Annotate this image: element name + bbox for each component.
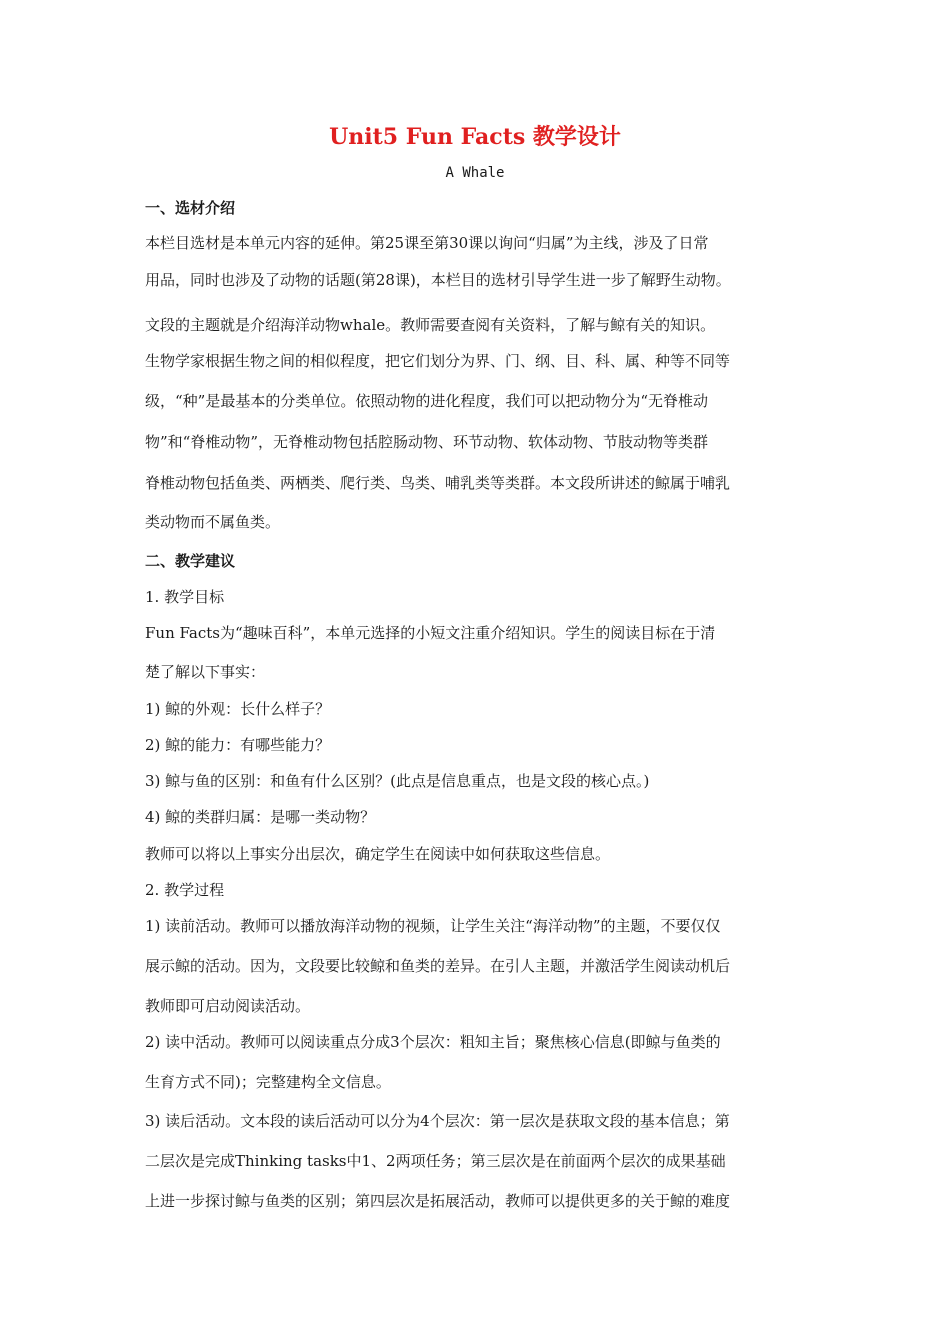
body-line: 上进一步探讨鲸与鱼类的区别；第四层次是拓展活动，教师可以提供更多的关于鲸的难度: [145, 1192, 731, 1210]
body-line: 3) 鲸与鱼的区别：和鱼有什么区别？(此点是信息重点，也是文段的核心点。): [145, 772, 650, 790]
body-line: 2) 读中活动。教师可以阅读重点分成3个层次：粗知主旨；聚焦核心信息(即鲸与鱼类的: [145, 1033, 721, 1051]
section-heading: 二、教学建议: [145, 552, 236, 570]
body-line: 类动物而不属鱼类。: [145, 513, 281, 531]
body-line: 教师可以将以上事实分出层次，确定学生在阅读中如何获取这些信息。: [145, 845, 611, 863]
body-line: 1) 读前活动。教师可以播放海洋动物的视频，让学生关注“海洋动物”的主题，不要仅仅: [145, 917, 721, 935]
body-line: 2. 教学过程: [145, 881, 225, 899]
body-line: 2) 鲸的能力：有哪些能力？: [145, 736, 331, 754]
body-line: 生物学家根据生物之间的相似程度，把它们划分为界、门、纲、目、科、属、种等不同等: [145, 352, 731, 370]
body-line: 文段的主题就是介绍海洋动物whale。教师需要查阅有关资料，了解与鲸有关的知识。: [145, 316, 716, 334]
body-line: 教师即可启动阅读活动。: [145, 997, 311, 1015]
body-line: 级，“种”是最基本的分类单位。依照动物的进化程度，我们可以把动物分为“无脊椎动: [145, 392, 709, 410]
body-line: 用品，同时也涉及了动物的话题(第28课)，本栏目的选材引导学生进一步了解野生动物。: [145, 271, 731, 289]
body-line: 二层次是完成Thinking tasks中1、2两项任务；第三层次是在前面两个层次的成果基础: [145, 1152, 726, 1170]
body-line: 本栏目选材是本单元内容的延伸。第25课至第30课以询问“归属”为主线，涉及了日常: [145, 234, 709, 252]
body-line: 4) 鲸的类群归属：是哪一类动物？: [145, 808, 376, 826]
body-line: 1) 鲸的外观：长什么样子？: [145, 700, 331, 718]
body-line: 3) 读后活动。文本段的读后活动可以分为4个层次：第一层次是获取文段的基本信息；第: [145, 1112, 730, 1130]
body-line: 1. 教学目标: [145, 588, 225, 606]
body-line: 展示鲸的活动。因为，文段要比较鲸和鱼类的差异。在引人主题，并激活学生阅读动机后: [145, 957, 731, 975]
body-line: 物”和“脊椎动物”，无脊椎动物包括腔肠动物、环节动物、软体动物、节肢动物等类群: [145, 433, 709, 451]
body-line: 脊椎动物包括鱼类、两栖类、爬行类、鸟类、哺乳类等类群。本文段所讲述的鲸属于哺乳: [145, 474, 731, 492]
body-line: 生育方式不同)；完整建构全文信息。: [145, 1073, 391, 1091]
body-line: Fun Facts为“趣味百科”，本单元选择的小短文注重介绍知识。学生的阅读目标在于清: [145, 624, 716, 642]
body-line: 楚了解以下事实：: [145, 663, 266, 681]
section-heading: 一、选材介绍: [145, 199, 236, 217]
document-title: Unit5 Fun Facts 教学设计: [329, 124, 621, 150]
document-subtitle: A Whale: [445, 165, 505, 181]
